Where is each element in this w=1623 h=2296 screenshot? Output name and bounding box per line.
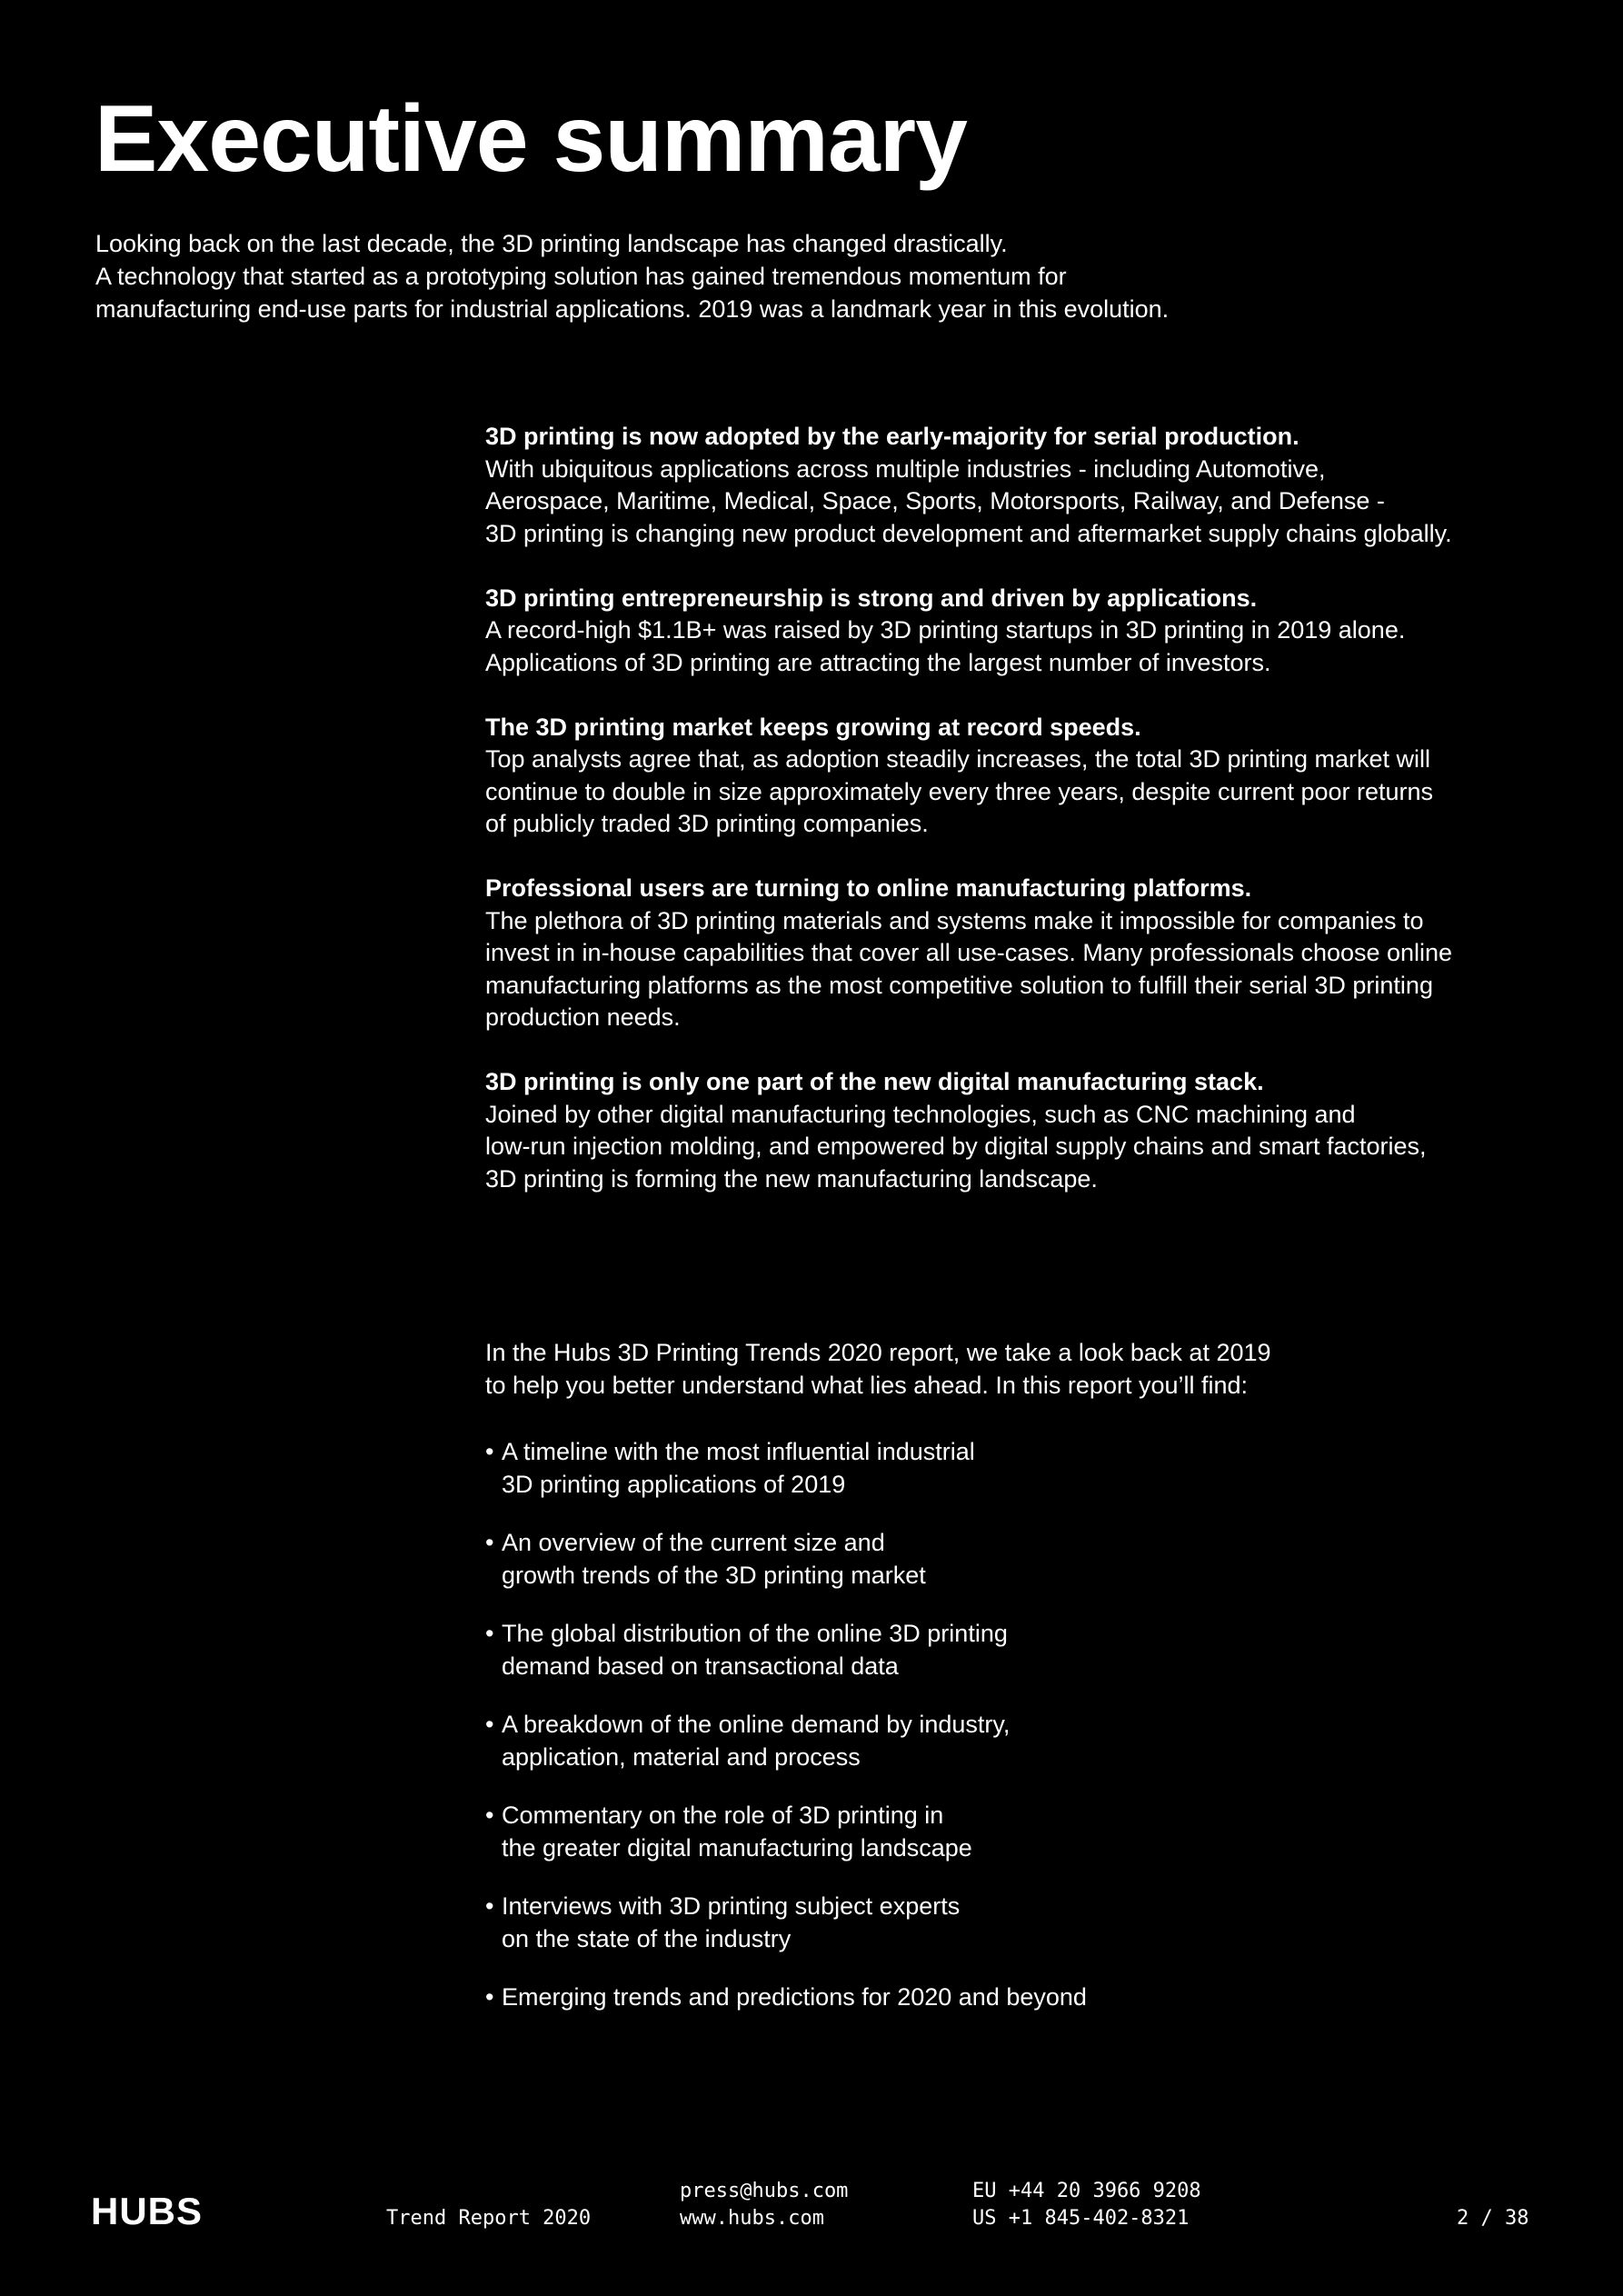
intro-paragraph	[95, 227, 1368, 325]
finding-text-line: Aerospace, Maritime, Medical, Space, Sports, Motorsports, Railway, and Defense -	[485, 487, 1385, 514]
bullet-icon: •	[485, 1711, 494, 1738]
report-intro-line: to help you better understand what lies ahead. In this report you’ll find:	[485, 1371, 1249, 1399]
phone-us: US +1 845-402-8321	[972, 2207, 1190, 2230]
list-item-line: The global distribution of the online 3D printing	[502, 1620, 1008, 1647]
finding-text-line: With ubiquitous applications across multiple industries - including Automotive,	[485, 454, 1326, 483]
finding-text-line: of publicly traded 3D printing companies.	[485, 810, 929, 837]
finding-heading: 3D printing entrepreneurship is strong and driven by applications.	[485, 584, 1258, 612]
bullet-icon: •	[485, 1892, 494, 1920]
list-item-line: A timeline with the most influential industrial	[502, 1438, 975, 1465]
finding-text-line: manufacturing platforms as the most competitive solution to fulfill their serial 3D printing	[485, 971, 1433, 999]
finding-market-growth	[485, 712, 1539, 841]
finding-text-line: Joined by other digital manufacturing technologies, such as CNC machining and	[485, 1100, 1356, 1128]
phone-eu: EU +44 20 3966 9208	[972, 2180, 1201, 2202]
list-item-line: growth trends of the 3D printing market	[502, 1561, 926, 1589]
bullet-icon: •	[485, 1438, 494, 1465]
list-item-line: A breakdown of the online demand by industry,	[502, 1711, 1011, 1738]
finding-text-line: The plethora of 3D printing materials and systems make it impossible for companies to	[485, 906, 1424, 934]
page-number	[1457, 2205, 1528, 2232]
report-intro	[485, 1337, 1539, 1402]
list-item-line: An overview of the current size and	[502, 1529, 885, 1556]
list-item	[485, 1709, 1539, 1773]
intro-line: manufacturing end-use parts for industrial applications. 2019 was a landmark year in this evolution.	[95, 295, 1170, 323]
footer-report-name	[386, 2205, 591, 2232]
page-number-label: 2 / 38	[1457, 2207, 1529, 2230]
list-item-line: the greater digital manufacturing landscape	[502, 1833, 972, 1862]
bullet-icon: •	[485, 1983, 494, 2011]
finding-heading: 3D printing is now adopted by the early-majority for serial production.	[485, 423, 1299, 450]
finding-heading: Professional users are turning to online manufacturing platforms.	[485, 874, 1252, 902]
finding-heading: The 3D printing market keeps growing at record speeds.	[485, 713, 1141, 741]
list-item-line: Interviews with 3D printing subject experts	[502, 1892, 961, 1920]
list-item-line: on the state of the industry	[502, 1924, 792, 1952]
intro-line: Looking back on the last decade, the 3D printing landscape has changed drastically.	[95, 230, 1008, 257]
report-intro-line: In the Hubs 3D Printing Trends 2020 report, we take a look back at 2019	[485, 1339, 1271, 1366]
bullet-icon: •	[485, 1802, 494, 1829]
footer-contact	[680, 2178, 848, 2232]
list-item	[485, 1891, 1539, 1955]
finding-text-line: A record-high $1.1B+ was raised by 3D printing startups in 3D printing in 2019 alone.	[485, 616, 1406, 644]
finding-entrepreneurship	[485, 583, 1539, 680]
key-findings	[485, 421, 1539, 1228]
finding-online-platforms	[485, 873, 1539, 1034]
finding-text-line: Top analysts agree that, as adoption steadily increases, the total 3D printing market will	[485, 745, 1431, 773]
website-link[interactable]: www.hubs.com	[680, 2207, 824, 2230]
report-contents-list	[485, 1436, 1539, 2041]
list-item-line: demand based on transactional data	[502, 1652, 899, 1680]
list-item	[485, 1982, 1539, 2014]
list-item	[485, 1527, 1539, 1592]
list-item-line: Emerging trends and predictions for 2020 and beyond	[502, 1983, 1087, 2011]
page-title: Executive summary	[95, 86, 967, 192]
list-item	[485, 1800, 1539, 1864]
footer-phone-numbers	[972, 2178, 1201, 2232]
finding-text-line: 3D printing is changing new product development and aftermarket supply chains globally.	[485, 519, 1452, 547]
finding-text-line: continue to double in size approximately every three years, despite current poor returns	[485, 777, 1434, 805]
report-label: Trend Report 2020	[386, 2207, 592, 2230]
list-item-line: 3D printing applications of 2019	[502, 1470, 846, 1498]
finding-adoption	[485, 421, 1539, 550]
finding-text-line: production needs.	[485, 1003, 681, 1031]
list-item	[485, 1436, 1539, 1501]
list-item-line: application, material and process	[502, 1742, 861, 1771]
list-item-line: Commentary on the role of 3D printing in	[502, 1802, 944, 1829]
hubs-logo: HUBS	[91, 2190, 204, 2232]
email-link[interactable]: press@hubs.com	[680, 2180, 849, 2202]
finding-text-line: invest in in-house capabilities that cover all use-cases. Many professionals choose online	[485, 939, 1453, 966]
bullet-icon: •	[485, 1529, 494, 1556]
finding-digital-stack	[485, 1066, 1539, 1195]
list-item	[485, 1618, 1539, 1682]
finding-text-line: Applications of 3D printing are attracting the largest number of investors.	[485, 648, 1271, 676]
intro-line: A technology that started as a prototyping solution has gained tremendous momentum for	[95, 263, 1067, 290]
finding-heading: 3D printing is only one part of the new digital manufacturing stack.	[485, 1068, 1264, 1095]
bullet-icon: •	[485, 1620, 494, 1647]
finding-text-line: low-run injection molding, and empowered by digital supply chains and smart factories,	[485, 1133, 1427, 1160]
finding-text-line: 3D printing is forming the new manufacturing landscape.	[485, 1164, 1098, 1193]
